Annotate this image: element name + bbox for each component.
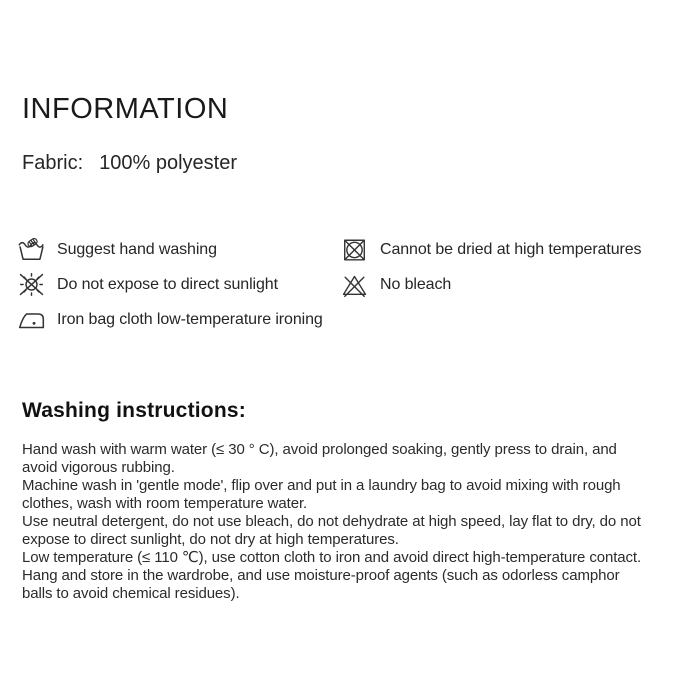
no-high-temp-dry-icon [340, 237, 368, 263]
no-sunlight-icon [17, 271, 45, 298]
washing-line: Use neutral detergent, do not use bleach, do not dehydrate at high speed, lay flat to dry, do not [22, 513, 641, 530]
fabric-label: Fabric: [22, 152, 84, 174]
care-item-no-high-temp-dry [340, 232, 641, 267]
care-column-right [340, 232, 641, 302]
washing-body [22, 441, 641, 603]
hand-wash-icon [17, 236, 45, 263]
care-label: Cannot be dried at high temperatures [380, 240, 642, 258]
no-bleach-icon [340, 272, 368, 298]
care-item-hand-wash [17, 232, 323, 267]
care-label: Iron bag cloth low-temperature ironing [57, 310, 323, 328]
fabric-value: 100% polyester [99, 152, 237, 174]
washing-line: balls to avoid chemical residues). [22, 585, 240, 602]
care-label: Suggest hand washing [57, 240, 217, 258]
page-title: INFORMATION [22, 93, 229, 125]
washing-line: Hand wash with warm water (≤ 30 ° C), avoid prolonged soaking, gently press to drain, and [22, 441, 617, 458]
care-item-no-sunlight [17, 267, 323, 302]
low-temp-iron-icon [17, 306, 45, 333]
care-item-low-temp-iron [17, 302, 323, 337]
washing-line: Machine wash in 'gentle mode', flip over and put in a laundry bag to avoid mixing with rough [22, 477, 621, 494]
care-item-no-bleach [340, 267, 641, 302]
washing-line: Low temperature (≤ 110 ℃), use cotton cloth to iron and avoid direct high-temperature contact. [22, 549, 642, 566]
care-label: Do not expose to direct sunlight [57, 275, 278, 293]
washing-line: Hang and store in the wardrobe, and use moisture-proof agents (such as odorless camphor [22, 567, 620, 584]
care-label: No bleach [380, 275, 452, 293]
washing-line: clothes, wash with room temperature water. [22, 495, 308, 512]
fabric-line [22, 152, 237, 175]
care-column-left [17, 232, 323, 337]
washing-line: expose to direct sunlight, do not dry at high temperatures. [22, 531, 399, 548]
washing-line: avoid vigorous rubbing. [22, 459, 175, 476]
washing-heading: Washing instructions: [22, 399, 246, 422]
